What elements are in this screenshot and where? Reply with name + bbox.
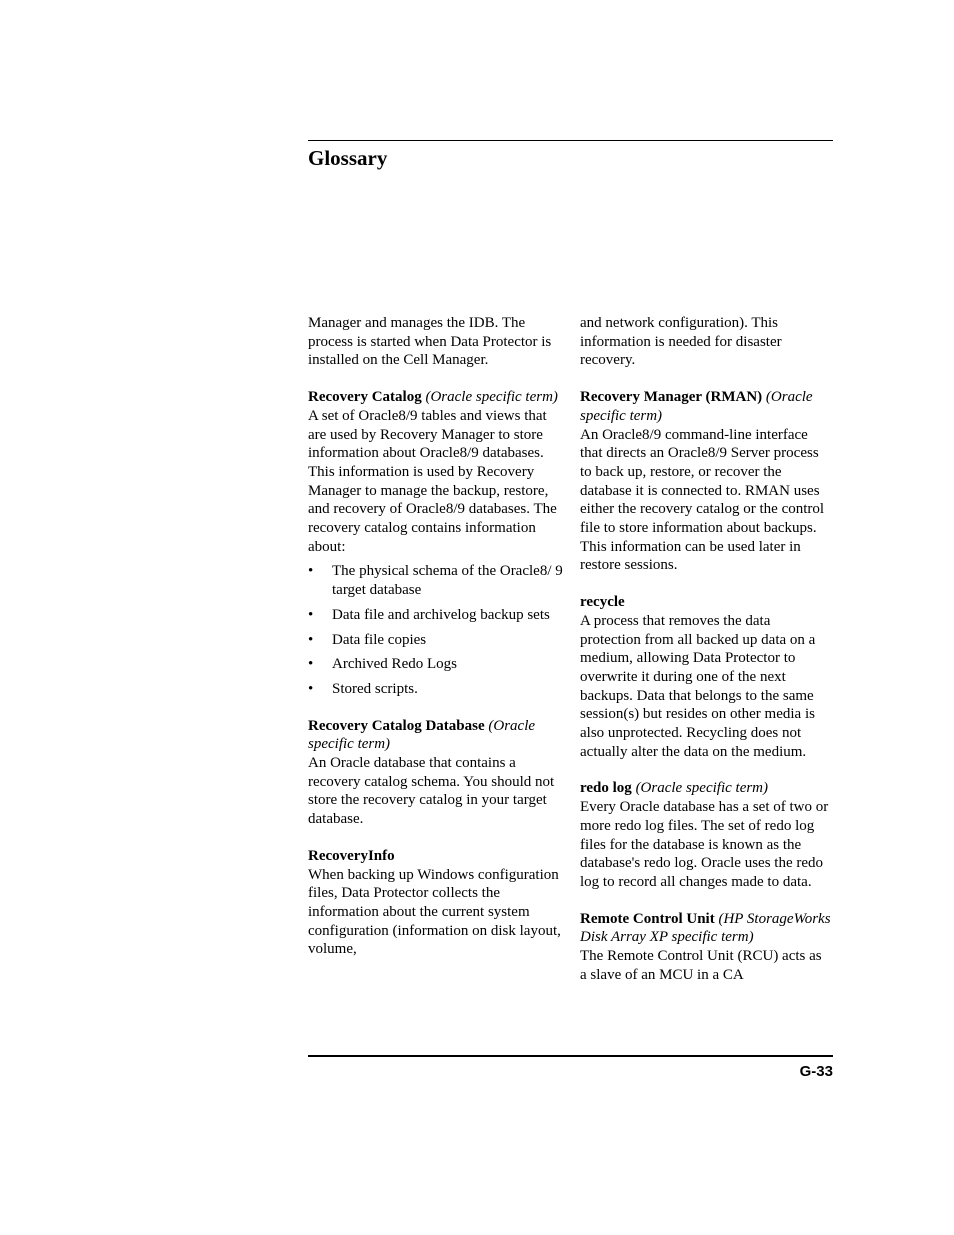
entry-term: Recovery Manager (RMAN) <box>580 389 763 406</box>
glossary-entry-recovery-catalog-database <box>308 717 563 829</box>
continuation-text: and network configuration). This information is needed for disaster recovery. <box>580 315 782 369</box>
entry-qualifier: (Oracle specific term) <box>635 780 769 797</box>
footer-rule <box>308 1055 833 1057</box>
glossary-entry-recoveryinfo <box>308 847 563 959</box>
entry-definition: An Oracle8/9 command-line interface that directs an Oracle8/9 Server process to back up, restore, or recover the database it is connected to. RMAN uses either the recovery catalog or the control file to store information about backups. This information can be used later in restore sessions. <box>580 426 825 574</box>
entry-definition: Every Oracle database has a set of two or more redo log files. The set of redo log files for the database is known as the database's redo log. Oracle uses the redo log to record all changes made to data. <box>580 799 829 890</box>
bullet-icon: • <box>308 680 314 697</box>
page-title: Glossary <box>308 146 388 170</box>
glossary-entry-redo-log <box>580 779 832 891</box>
bullet-icon: • <box>308 606 314 623</box>
entry-term: redo log <box>580 780 632 797</box>
glossary-entry-recovery-catalog <box>308 388 563 699</box>
entry-term: recycle <box>580 594 625 611</box>
bullet-list <box>308 562 563 698</box>
list-item: • Data file copies <box>308 631 427 648</box>
header-rule <box>308 140 833 141</box>
page-number: G-33 <box>799 1063 833 1080</box>
glossary-entry-remote-control-unit <box>580 910 832 985</box>
list-item: • Stored scripts. <box>308 680 418 697</box>
entry-definition: An Oracle database that contains a recovery catalog schema. You should not store the recovery catalog in your target database. <box>308 755 555 828</box>
entry-definition: When backing up Windows configuration files, Data Protector collects the information about the current system configuration (information on disk layout, volume, <box>308 866 561 958</box>
list-item: • Data file and archivelog backup sets <box>308 606 550 623</box>
entry-term: Recovery Catalog Database <box>308 717 485 734</box>
entry-qualifier: (Oracle specific term) <box>425 389 558 406</box>
entry-term: Remote Control Unit <box>580 910 715 927</box>
left-column <box>308 314 563 959</box>
entry-term: Recovery Catalog <box>308 389 422 406</box>
entry-definition: A process that removes the data protection from all backed up data on a medium, allowing Data Protector to overwrite it during one of the next backups. Data that belongs to the same session(s) but resides on other media is also unprotected. Recycling does not actually alter the data on the medium. <box>580 612 816 760</box>
right-column <box>580 314 832 985</box>
entry-qualifier: (Oracle specific term) <box>308 717 536 753</box>
bullet-icon: • <box>308 563 314 580</box>
list-item: • The physical schema of the Oracle8/ 9 target database <box>308 563 563 599</box>
entry-term: RecoveryInfo <box>308 847 395 864</box>
bullet-icon: • <box>308 631 314 648</box>
entry-qualifier: (Oracle specific term) <box>580 389 813 424</box>
entry-definition: The Remote Control Unit (RCU) acts as a slave of an MCU in a CA <box>580 948 822 983</box>
entry-qualifier: (HP StorageWorks Disk Array XP specific term) <box>580 910 831 946</box>
glossary-entry-recovery-manager <box>580 388 832 575</box>
continuation-text: Manager and manages the IDB. The process is started when Data Protector is installed on the Cell Manager. <box>308 315 552 369</box>
bullet-icon: • <box>308 656 314 673</box>
glossary-entry-recycle <box>580 593 832 761</box>
list-item: • Archived Redo Logs <box>308 656 457 673</box>
entry-definition: A set of Oracle8/9 tables and views that are used by Recovery Manager to store information about Oracle8/9 databases. This information is used by Recovery Manager to manage the backup, restore, and recovery of Oracle8/9 databases. The recovery catalog contains information about: <box>308 407 557 555</box>
